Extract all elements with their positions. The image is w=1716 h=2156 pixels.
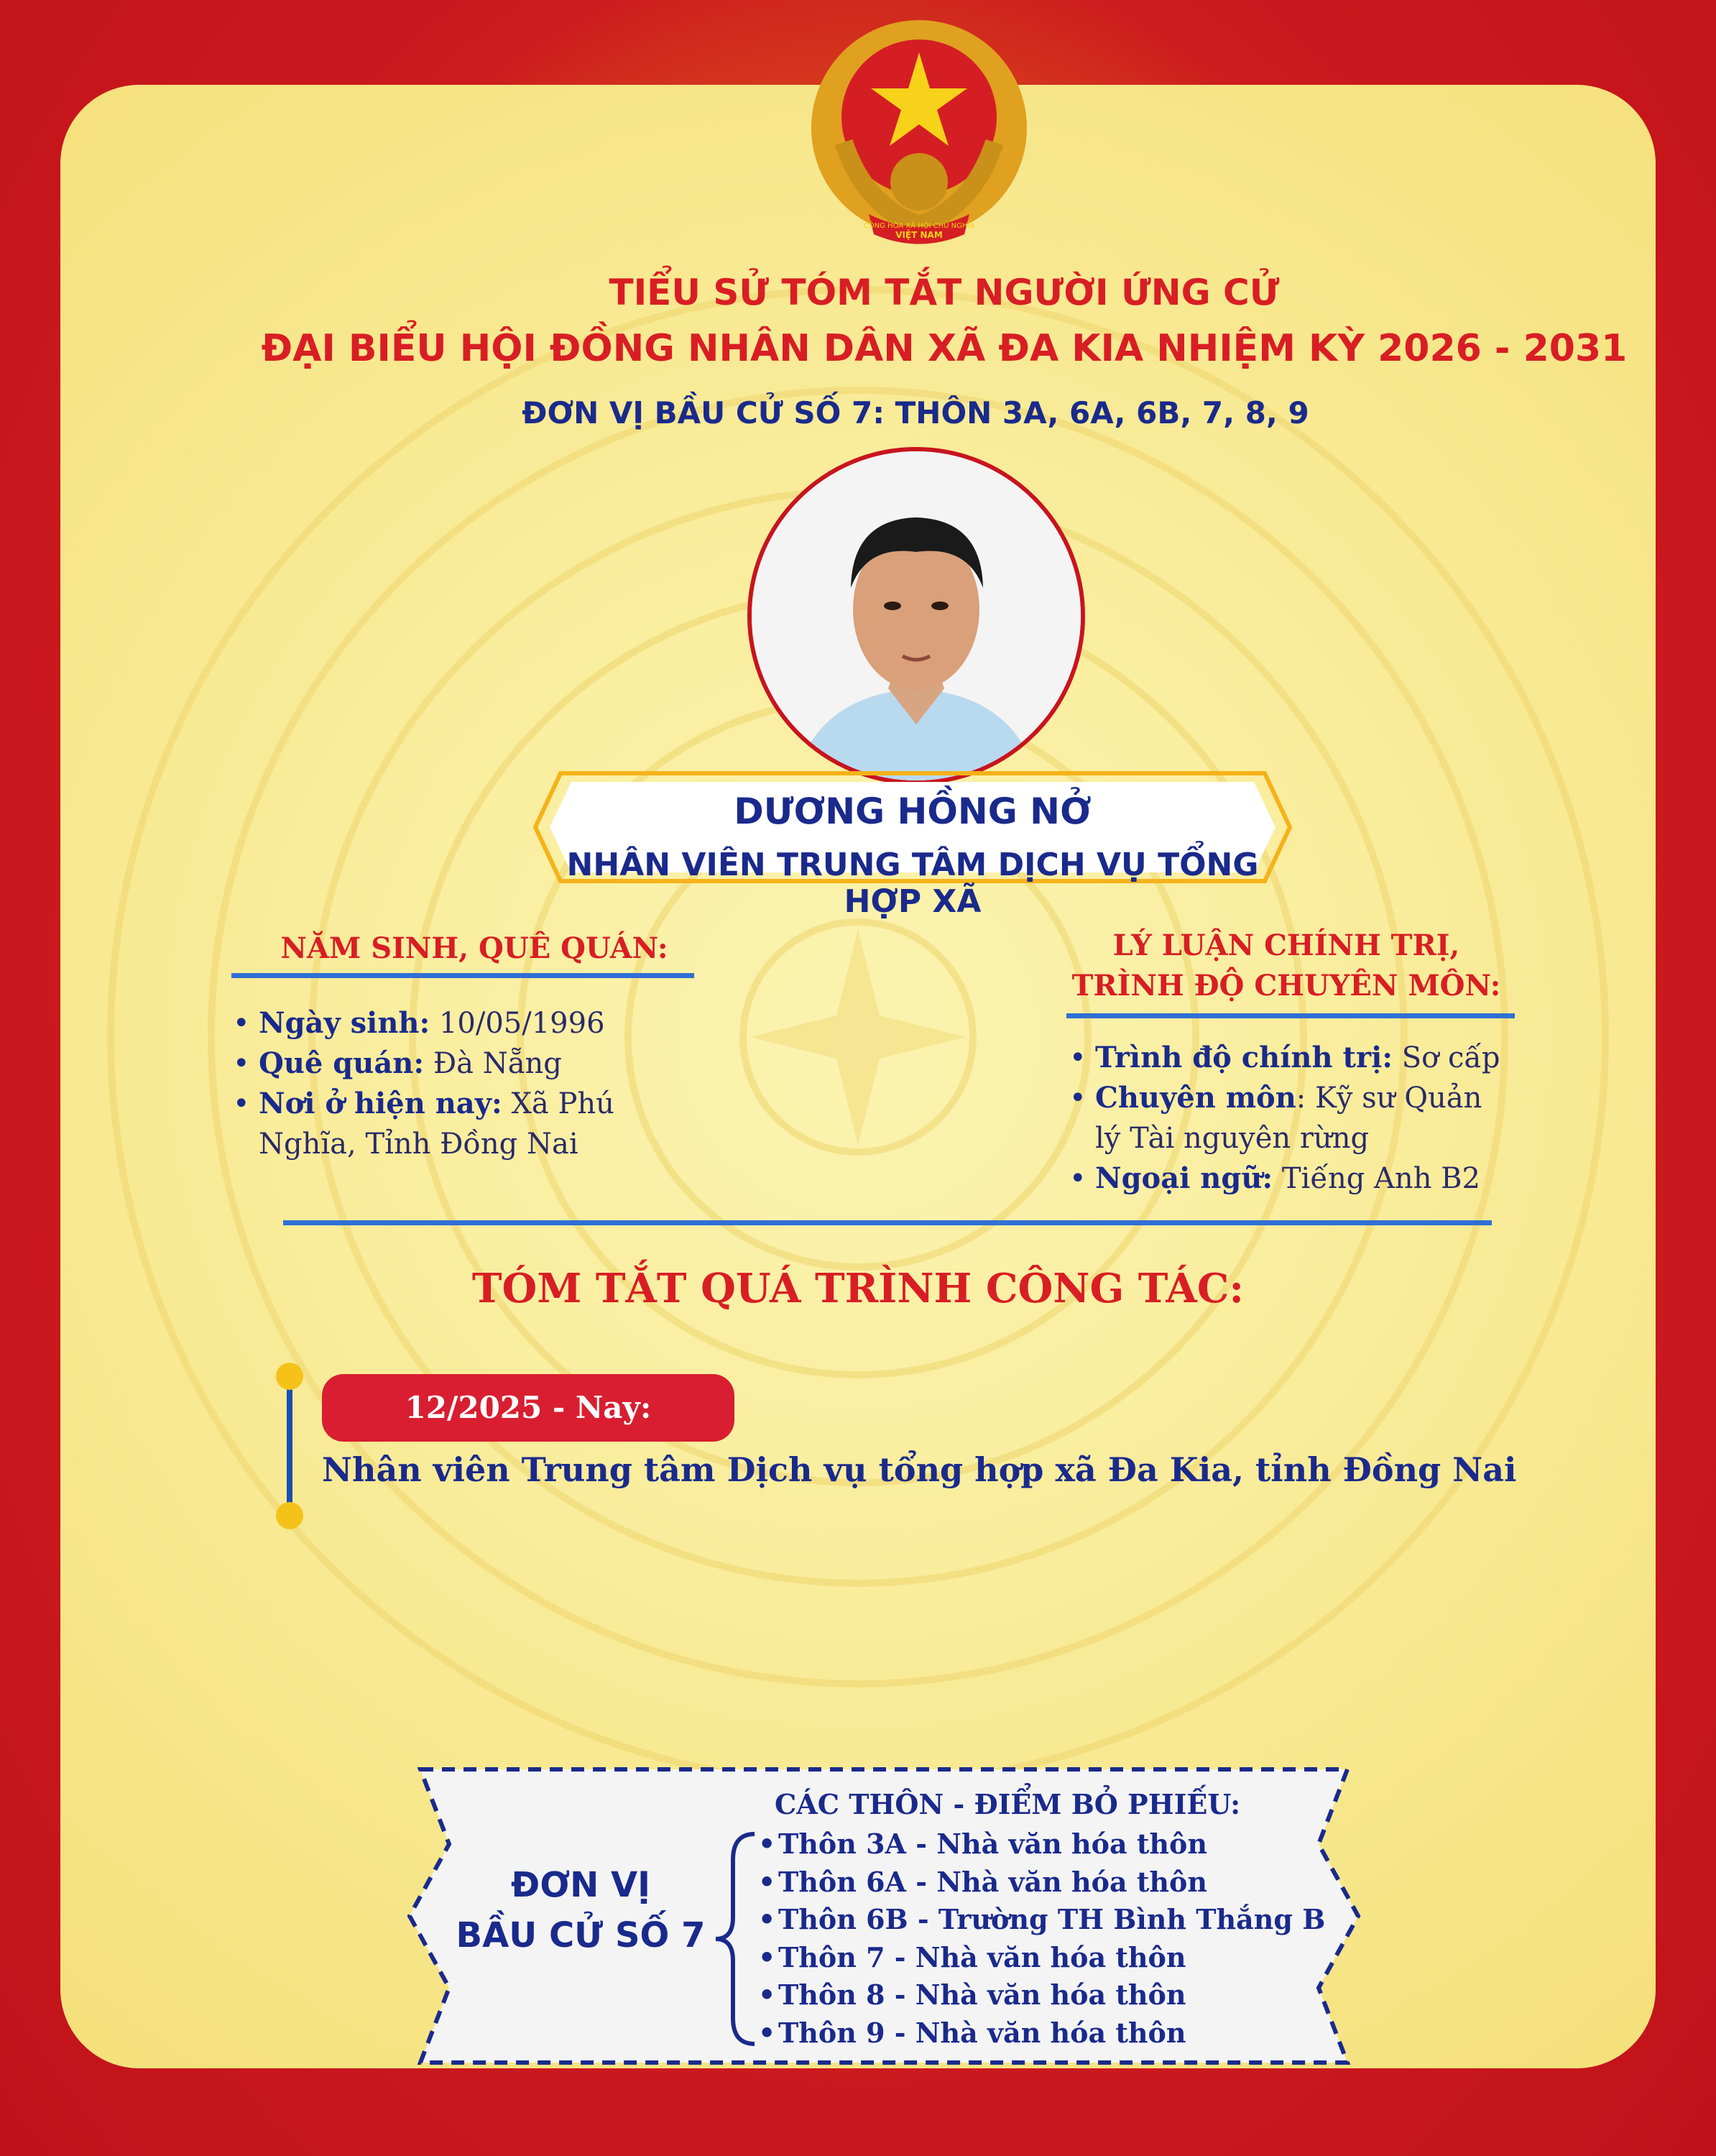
emblem-text-bottom: VIỆT NAM xyxy=(895,230,943,240)
timeline-dot-top xyxy=(276,1363,303,1390)
header-line-1: TIỂU SỬ TÓM TẮT NGƯỜI ỨNG CỬ xyxy=(609,272,1280,313)
work-heading: TÓM TẮT QUÁ TRÌNH CÔNG TÁC: xyxy=(471,1265,1245,1312)
right-heading-line-2: TRÌNH ĐỘ CHUYÊN MÔN: xyxy=(1071,969,1501,1003)
right-heading-line-1: LÝ LUẬN CHÍNH TRỊ, xyxy=(1112,929,1460,962)
national-emblem xyxy=(801,20,1038,257)
candidate-name: DƯƠNG HỒNG NỞ xyxy=(734,791,1092,832)
timeline-dot-bottom xyxy=(276,1502,303,1529)
unit-name-line-2: BẦU CỬ SỐ 7 xyxy=(456,1915,706,1955)
stations-heading: CÁC THÔN - ĐIỂM BỎ PHIẾU: xyxy=(775,1788,1241,1820)
unit-name-line-1: ĐƠN VỊ xyxy=(510,1865,651,1905)
header-line-3: ĐƠN VỊ BẦU CỬ SỐ 7: THÔN 3A, 6A, 6B, 7, 8, 9 xyxy=(522,395,1309,430)
station-item: • Thôn 6B - Trường TH Bình Thắng B xyxy=(758,1901,1325,1939)
stations-list xyxy=(758,1825,1325,2052)
section-divider xyxy=(283,1220,1492,1225)
candidate-position: NHÂN VIÊN TRUNG TÂM DỊCH VỤ TỔNG HỢP XÃ xyxy=(566,847,1259,920)
voting-unit-name xyxy=(451,1860,710,1961)
list-item: • Ngoại ngữ: Tiếng Anh B2 xyxy=(1066,1158,1526,1199)
list-item: • Quê quán: Đà Nẵng xyxy=(230,1044,733,1084)
station-item: • Thôn 3A - Nhà văn hóa thôn xyxy=(758,1825,1325,1864)
station-item: • Thôn 8 - Nhà văn hóa thôn xyxy=(758,1976,1325,2014)
station-item: • Thôn 7 - Nhà văn hóa thôn xyxy=(758,1939,1325,1977)
work-period-badge: 12/2025 - Nay: xyxy=(322,1374,734,1442)
list-item: • Ngày sinh: 10/05/1996 xyxy=(230,1003,733,1044)
list-item: • Nơi ở hiện nay: Xã Phú Nghĩa, Tỉnh Đồng Nai xyxy=(230,1084,690,1164)
right-section-list xyxy=(1066,1038,1526,1199)
brace-icon xyxy=(711,1831,762,2047)
left-section-heading: NĂM SINH, QUÊ QUÁN: xyxy=(280,931,668,965)
list-item: • Trình độ chính trị: Sơ cấp xyxy=(1066,1038,1526,1078)
station-item: • Thôn 9 - Nhà văn hóa thôn xyxy=(758,2014,1325,2053)
timeline-line xyxy=(287,1376,292,1516)
right-section-rule xyxy=(1066,1013,1515,1018)
station-item: • Thôn 6A - Nhà văn hóa thôn xyxy=(758,1864,1325,1902)
work-description: Nhân viên Trung tâm Dịch vụ tổng hợp xã Đa Kia, tỉnh Đồng Nai xyxy=(322,1450,1517,1489)
right-section-heading xyxy=(1064,926,1509,1006)
header-line-2: ĐẠI BIỂU HỘI ĐỒNG NHÂN DÂN XÃ ĐA KIA NHIỆM KỲ 2026 - 2031 xyxy=(261,327,1628,370)
candidate-portrait xyxy=(747,447,1085,785)
list-item: • Chuyên môn: Kỹ sư Quản lý Tài nguyên rừng xyxy=(1066,1078,1498,1158)
emblem-text-top: CỘNG HÒA XÃ HỘI CHỦ NGHĨA xyxy=(863,222,975,230)
left-section-rule xyxy=(231,973,694,978)
left-section-list xyxy=(230,1003,733,1164)
